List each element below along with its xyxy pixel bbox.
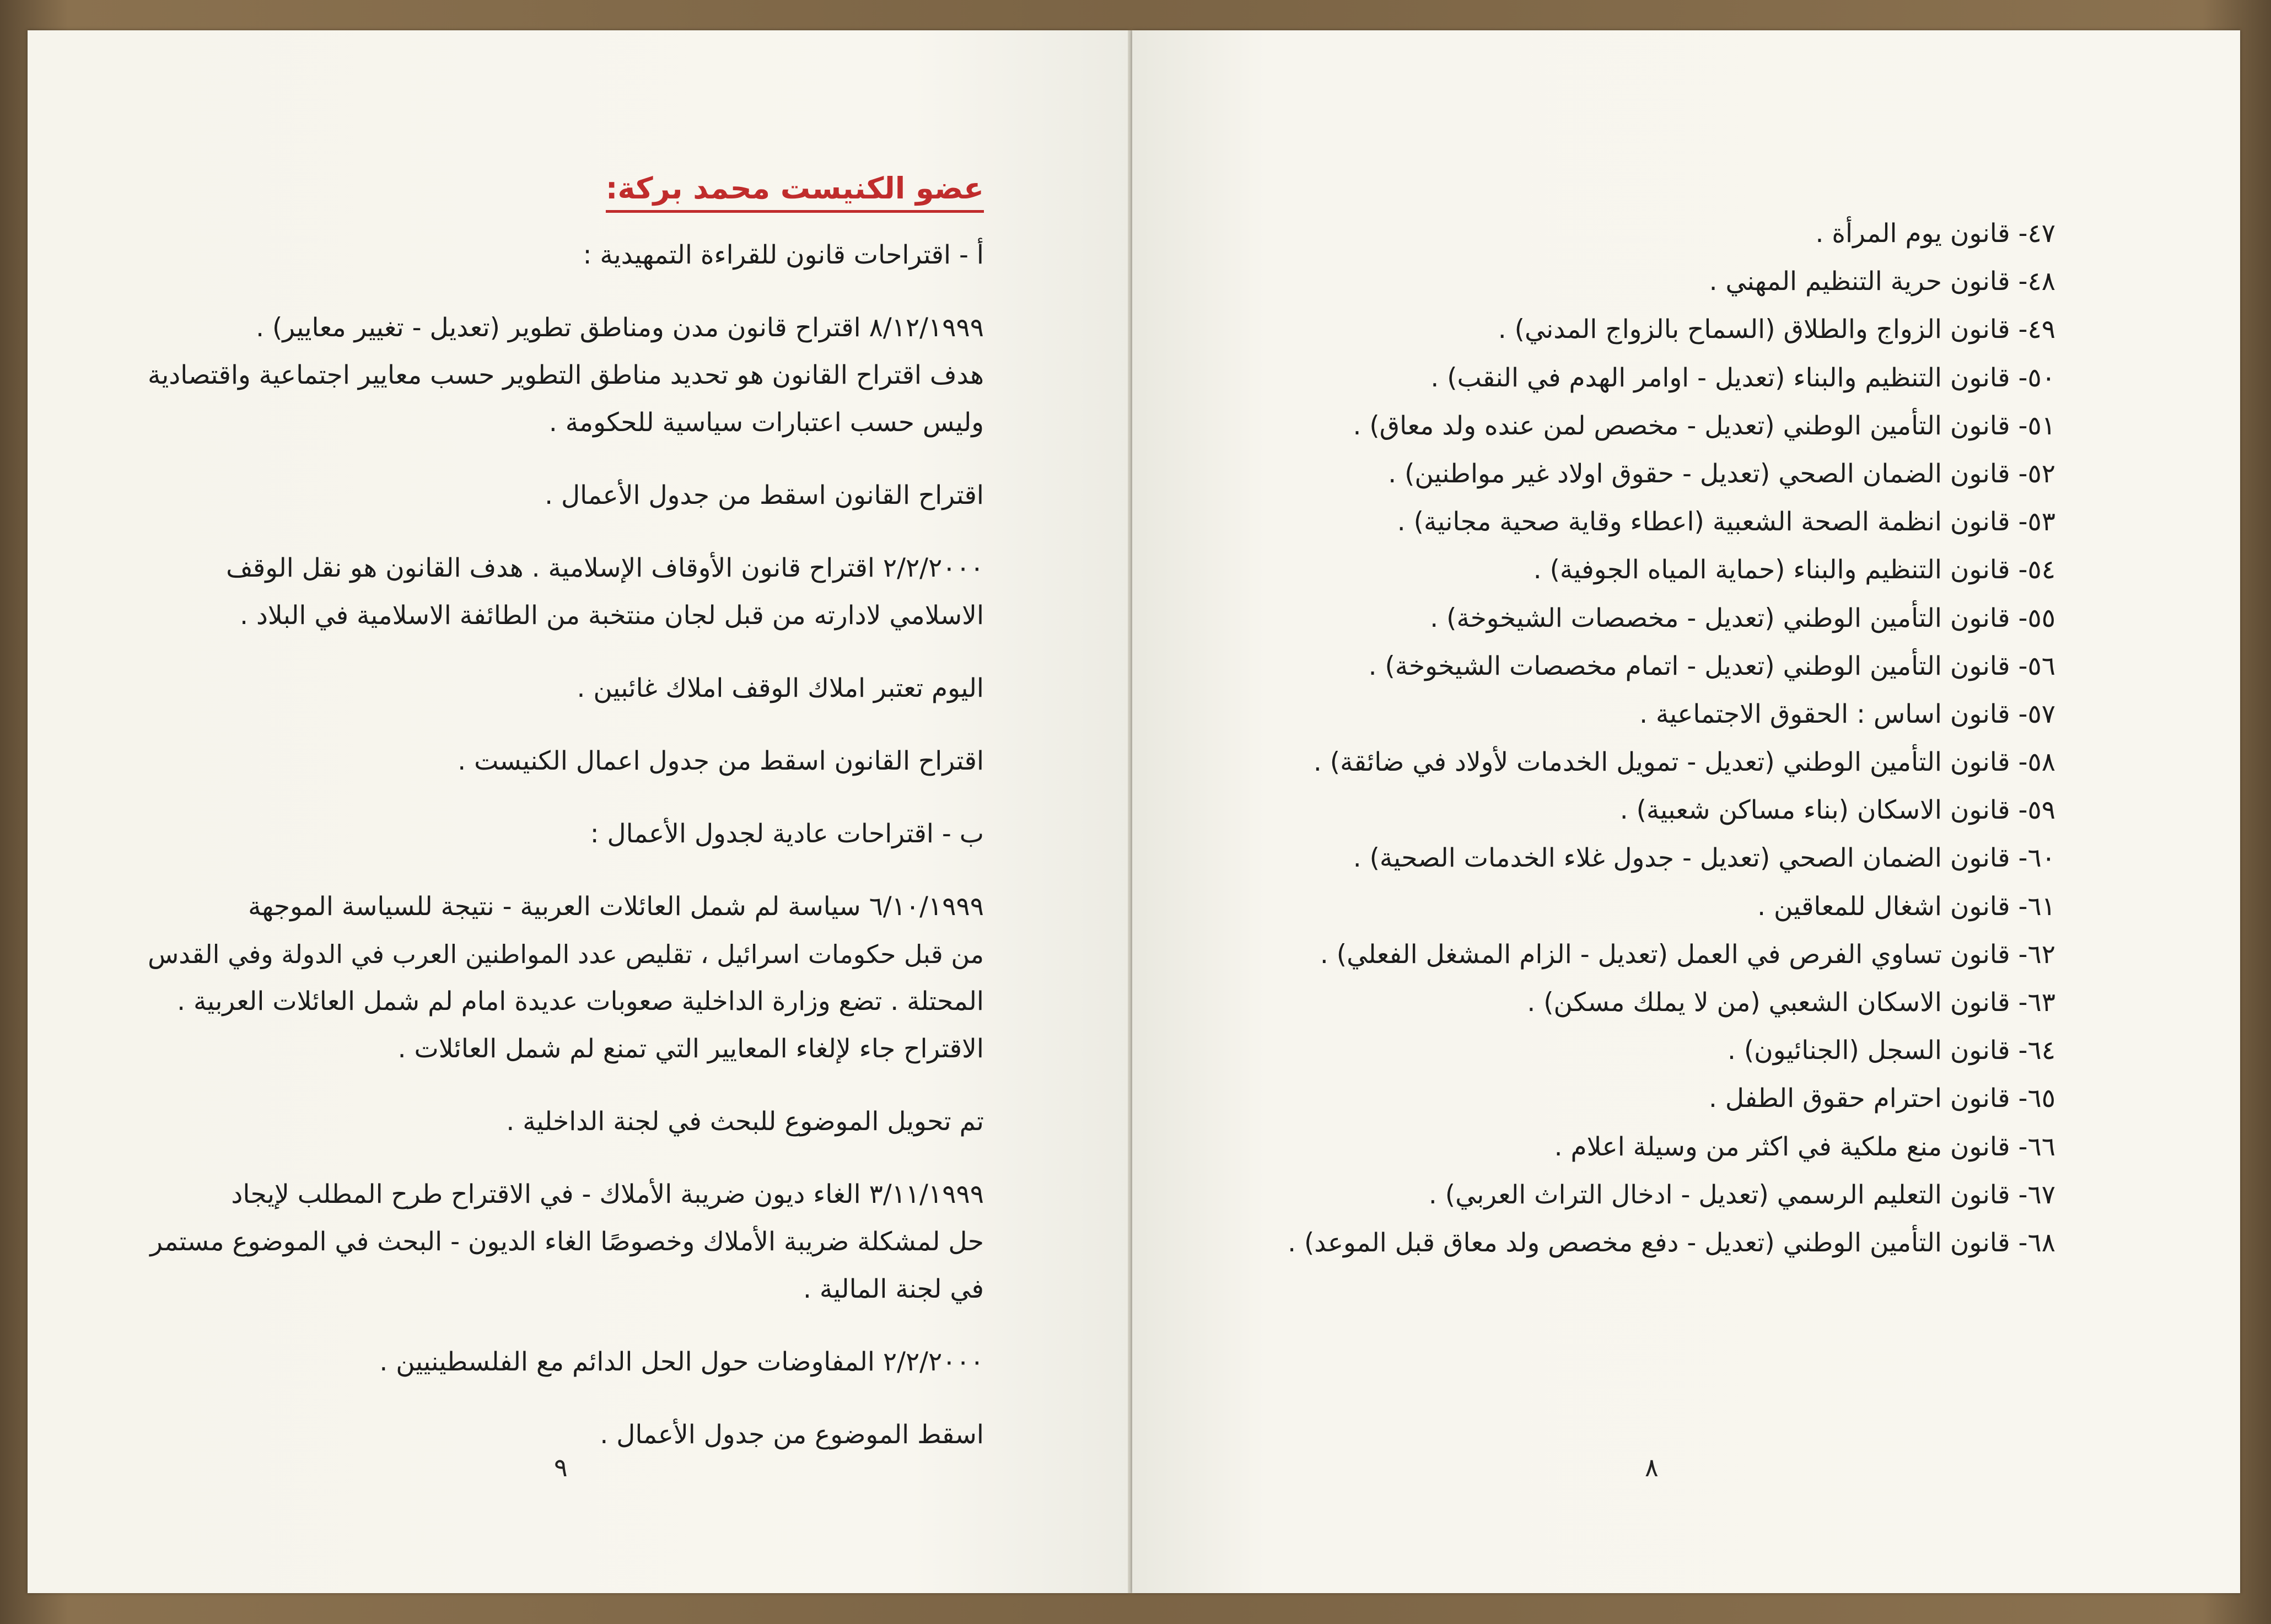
list-item: ٥٧- قانون اساس : الحقوق الاجتماعية .	[1639, 698, 2055, 729]
list-item: ٦١- قانون اشغال للمعاقين .	[1757, 891, 2055, 922]
paragraph	[135, 304, 984, 447]
heading-member-name: عضو الكنيست محمد بركة:	[606, 171, 984, 213]
paragraph	[135, 883, 984, 1073]
paragraph-line: هدف اقتراح القانون هو تحديد مناطق التطوير حسب معايير اجتماعية واقتصادية	[148, 360, 984, 390]
page-left	[28, 30, 1130, 1593]
paragraph-line: ٢/٢/٢٠٠٠ المفاوضات حول الحل الدائم مع الفلسطينيين .	[379, 1347, 984, 1377]
list-item: ٦٣- قانون الاسكان الشعبي (من لا يملك مسكن) .	[1527, 987, 2055, 1018]
list-item: ٤٩- قانون الزواج والطلاق (السماح بالزواج المدني) .	[1498, 314, 2055, 345]
right-page-list	[1242, 209, 2055, 1267]
list-item: ٦٥- قانون احترام حقوق الطفل .	[1708, 1083, 2055, 1114]
left-page-text	[135, 171, 984, 1484]
paragraph	[135, 1338, 984, 1386]
paragraph-line: حل لمشكلة ضريبة الأملاك وخصوصًا الغاء الديون - البحث في الموضوع مستمر	[150, 1227, 984, 1257]
list-item: ٦٧- قانون التعليم الرسمي (تعديل - ادخال التراث العربي) .	[1428, 1179, 2055, 1210]
list-item: ٦٦- قانون منع ملكية في اكثر من وسيلة اعلام .	[1554, 1131, 2055, 1162]
page-number-left: ٩	[554, 1453, 568, 1482]
list-item: ٥٩- قانون الاسكان (بناء مساكن شعبية) .	[1619, 795, 2055, 826]
paragraph-line: من قبل حكومات اسرائيل ، تقليص عدد المواطنين العرب في الدولة وفي القدس	[148, 939, 984, 969]
paragraph-line: اقتراح القانون اسقط من جدول الأعمال .	[545, 480, 984, 510]
list-item: ٦٠- قانون الضمان الصحي (تعديل - جدول غلاء الخدمات الصحية) .	[1353, 843, 2055, 874]
list-item: ٦٨- قانون التأمين الوطني (تعديل - دفع مخصص ولد معاق قبل الموعد) .	[1288, 1227, 2055, 1258]
list-item: ٥٦- قانون التأمين الوطني (تعديل - اتمام مخصصات الشيخوخة) .	[1368, 650, 2055, 681]
paragraph	[135, 1098, 984, 1146]
page-number-right: ٨	[1645, 1453, 1659, 1482]
paragraph-line: ٢/٢/٢٠٠٠ اقتراح قانون الأوقاف الإسلامية . هدف القانون هو نقل الوقف	[226, 553, 984, 583]
list-item: ٦٢- قانون تساوي الفرص في العمل (تعديل - الزام المشغل الفعلي) .	[1320, 939, 2055, 970]
law-proposal-list	[1242, 209, 2055, 1267]
paragraph-line: المحتلة . تضع وزارة الداخلية صعوبات عديدة امام لم شمل العائلات العربية .	[177, 986, 984, 1017]
paragraph	[135, 665, 984, 712]
paragraph	[135, 545, 984, 639]
list-item: ٤٧- قانون يوم المرأة .	[1815, 218, 2055, 249]
paragraph	[135, 738, 984, 785]
list-item: ٥٤- قانون التنظيم والبناء (حماية المياه الجوفية) .	[1533, 555, 2055, 585]
list-item: ٤٨- قانون حرية التنظيم المهني .	[1709, 266, 2055, 297]
paragraph	[135, 1171, 984, 1313]
list-item: ٥٥- قانون التأمين الوطني (تعديل - مخصصات الشيخوخة) .	[1430, 603, 2055, 633]
paragraph-line: ٦/١٠/١٩٩٩ سياسة لم شمل العائلات العربية - نتيجة للسياسة الموجهة	[248, 891, 984, 922]
list-item: ٥٠- قانون التنظيم والبناء (تعديل - اوامر الهدم في النقب) .	[1430, 362, 2055, 393]
paragraph-line: اقتراح القانون اسقط من جدول اعمال الكنيست .	[458, 746, 984, 776]
list-item: ٥٣- قانون انظمة الصحة الشعبية (اعطاء وقاية صحية مجانية) .	[1397, 507, 2055, 537]
page-right	[1132, 30, 2240, 1593]
list-item: ٥٢- قانون الضمان الصحي (تعديل - حقوق اولاد غير مواطنين) .	[1388, 458, 2055, 489]
left-paragraphs	[135, 232, 984, 1459]
paragraph-line: اسقط الموضوع من جدول الأعمال .	[600, 1419, 984, 1450]
list-item: ٥١- قانون التأمين الوطني (تعديل - مخصص لمن عنده ولد معاق) .	[1353, 410, 2055, 441]
paragraph-line: ب - اقتراحات عادية لجدول الأعمال :	[590, 819, 984, 849]
paragraph-line: الاقتراح جاء لإلغاء المعايير التي تمنع لم شمل العائلات .	[397, 1034, 984, 1064]
paragraph-line: وليس حسب اعتبارات سياسية للحكومة .	[548, 407, 984, 438]
paragraph-line: ٨/١٢/١٩٩٩ اقتراح قانون مدن ومناطق تطوير (تعديل - تغيير معايير) .	[256, 313, 984, 343]
paragraph-line: ٣/١١/١٩٩٩ الغاء ديون ضريبة الأملاك - في الاقتراح طرح المطلب لإيجاد	[231, 1179, 984, 1209]
section-heading	[135, 171, 984, 232]
paragraph-line: اليوم تعتبر املاك الوقف املاك غائبين .	[577, 673, 984, 703]
paragraph-line: في لجنة المالية .	[803, 1274, 984, 1304]
paragraph-line: أ - اقتراحات قانون للقراءة التمهيدية :	[583, 240, 984, 270]
paragraph	[135, 810, 984, 858]
paragraph	[135, 232, 984, 279]
paragraph	[135, 472, 984, 519]
paragraph-line: الاسلامي لادارته من قبل لجان منتخبة من الطائفة الاسلامية في البلاد .	[240, 600, 984, 631]
paragraph	[135, 1411, 984, 1459]
paragraph-line: تم تحويل الموضوع للبحث في لجنة الداخلية .	[506, 1106, 984, 1137]
list-item: ٦٤- قانون السجل (الجنائيون) .	[1727, 1035, 2055, 1066]
list-item: ٥٨- قانون التأمين الوطني (تعديل - تمويل الخدمات لأولاد في ضائقة) .	[1313, 747, 2055, 778]
